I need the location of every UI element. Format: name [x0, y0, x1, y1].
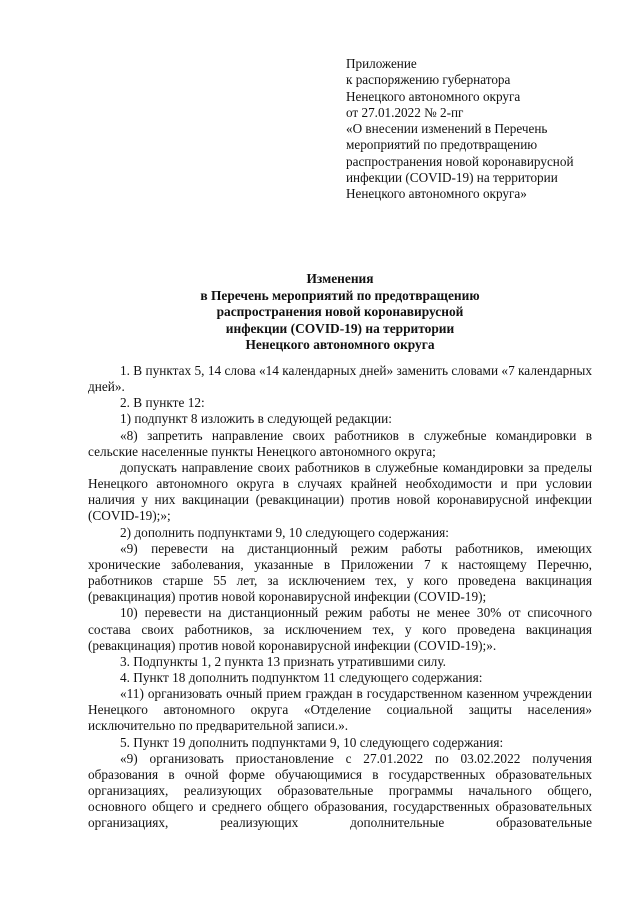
- appendix-line: мероприятий по предотвращению: [346, 137, 538, 153]
- title-line: Ненецкого автономного округа: [245, 337, 435, 352]
- appendix-line: Ненецкого автономного округа: [346, 88, 521, 104]
- paragraph-quote-8: «8) запретить направление своих работников в служебные командировки в сельские населенные пункты Ненецкого автономного округа;: [88, 427, 592, 459]
- document-title: [88, 271, 592, 354]
- paragraph-item-2: 2. В пункте 12:: [120, 395, 205, 411]
- paragraph-quote-10: 10) перевести на дистанционный режим работы не менее 30% от списочного состава своих работников, за исключением тех, у кого проведена вакцинация (ревакцинация) против новой коронавирусной инфекции (COVID-19);».: [88, 605, 592, 653]
- document-body: [88, 363, 592, 832]
- paragraph-item-1: 1. В пунктах 5, 14 слова «14 календарных дней» заменить словами «7 календарных дней».: [88, 363, 592, 395]
- paragraph-item-3: 3. Подпункты 1, 2 пункта 13 признать утратившими силу.: [120, 653, 446, 669]
- title-line: в Перечень мероприятий по предотвращению: [200, 287, 480, 303]
- paragraph-subitem-1: 1) подпункт 8 изложить в следующей редакции:: [120, 411, 392, 427]
- appendix-line: от 27.01.2022 № 2-пг: [346, 104, 464, 120]
- appendix-line: Ненецкого автономного округа»: [346, 186, 527, 202]
- appendix-line: к распоряжению губернатора: [346, 72, 511, 88]
- appendix-line: Приложение: [346, 56, 417, 71]
- paragraph-quote-11: «11) организовать очный прием граждан в государственном казенном учреждении Ненецкого автономного округа «Отделение социальной защиты населения» исключительно по предварительной записи.».: [88, 686, 592, 734]
- paragraph-quote-9-education: «9) организовать приостановление с 27.01.2022 по 03.02.2022 получения образования в очной форме обучающимися в государственных образовательных организациях, реализующих образовательные программы начального общего, основного общего и среднего общего образования, государственных образовательных организациях, реализующих дополнительные образовательные: [88, 750, 592, 831]
- appendix-line: «О внесении изменений в Перечень: [346, 121, 548, 137]
- paragraph-subitem-2: 2) дополнить подпунктами 9, 10 следующего содержания:: [120, 524, 449, 540]
- appendix-line: инфекции (COVID-19) на территории: [346, 170, 558, 186]
- title-line: распространения новой коронавирусной: [216, 304, 464, 319]
- paragraph-quote-8-cont: допускать направление своих работников в служебные командировки за пределы Ненецкого автономного округа в случаях крайней необходимости и при условии наличия у них вакцинации (ревакцинации) против новой коронавирусной инфекции (COVID-19);»;: [88, 459, 592, 524]
- paragraph-item-4: 4. Пункт 18 дополнить подпунктом 11 следующего содержания:: [120, 669, 483, 685]
- paragraph-item-5: 5. Пункт 19 дополнить подпунктами 9, 10 следующего содержания:: [120, 734, 504, 750]
- appendix-line: распространения новой коронавирусной: [346, 153, 574, 169]
- title-line: инфекции (COVID-19) на территории: [225, 320, 455, 336]
- title-line: Изменения: [306, 271, 374, 286]
- appendix-note: [346, 56, 606, 203]
- paragraph-quote-9: «9) перевести на дистанционный режим работы работников, имеющих хронические заболевания, указанные в Приложении 7 к настоящему Перечню, работников старше 55 лет, за исключением тех, у кого проведена вакцинация (ревакцинация) против новой коронавирусной инфекции (COVID-19);: [88, 540, 592, 605]
